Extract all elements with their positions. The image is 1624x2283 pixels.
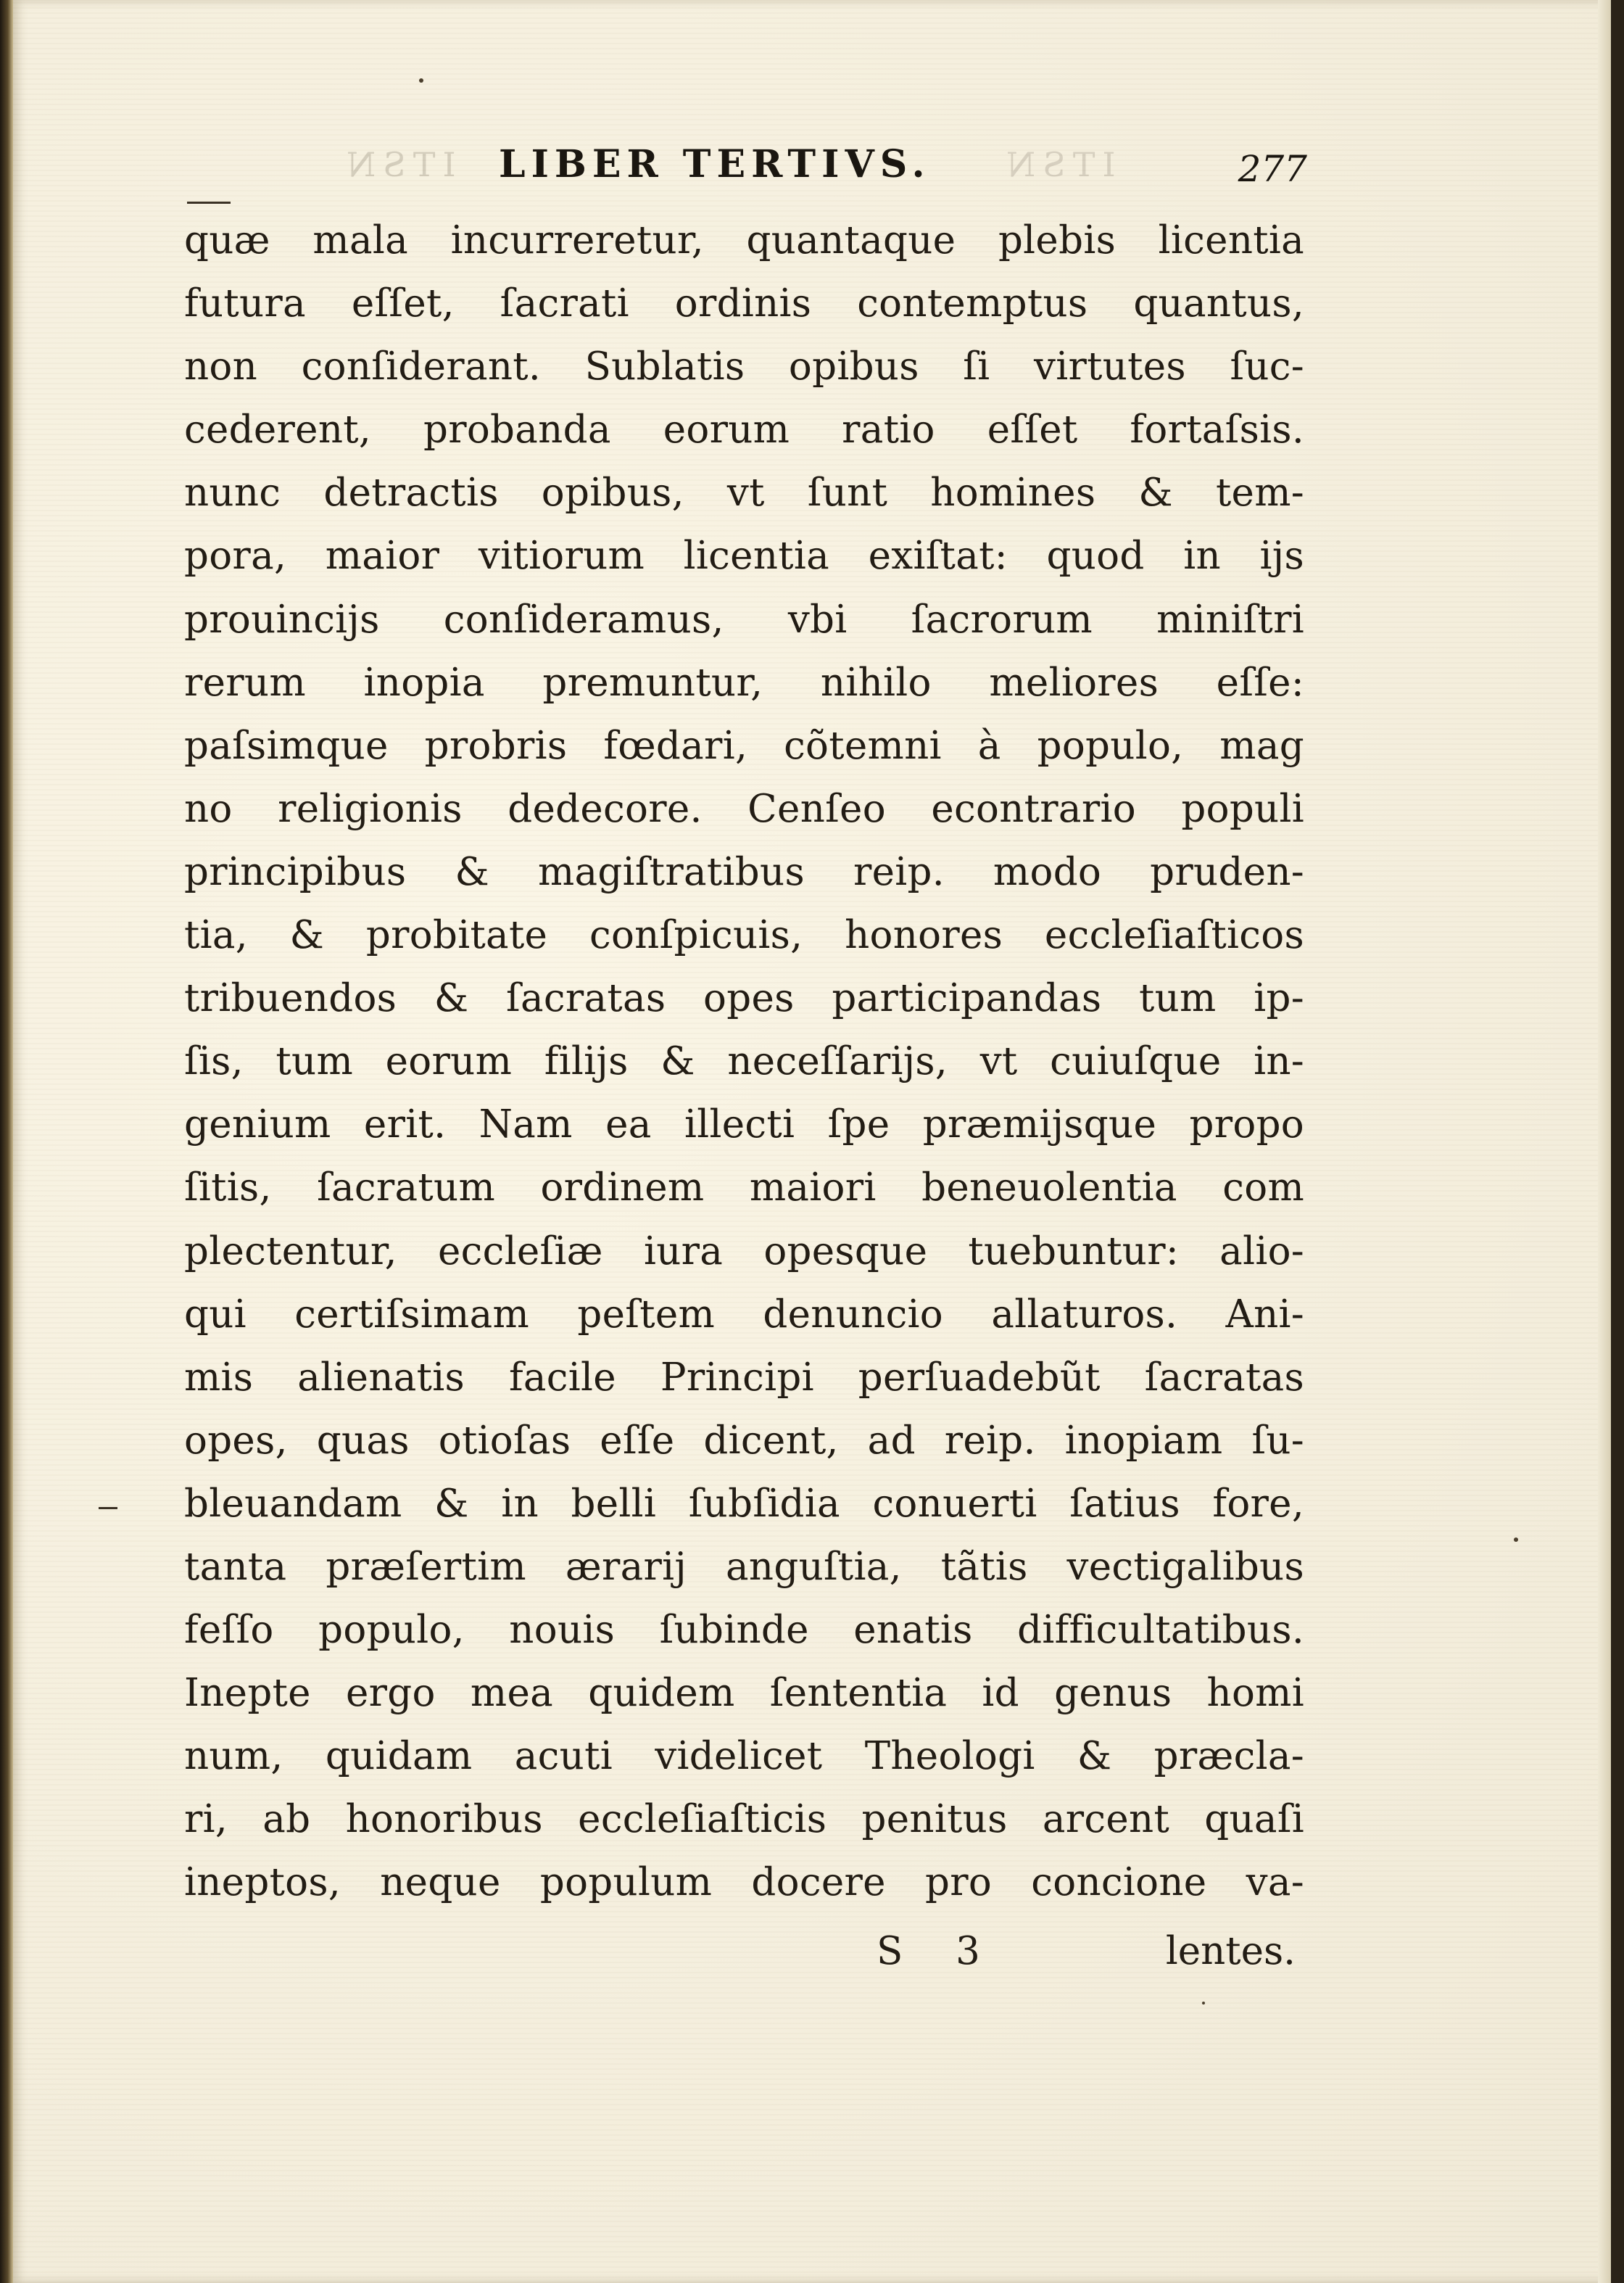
text-line: rerum inopia premuntur, nihilo meliores eſſe: — [184, 660, 1304, 705]
text-line: bleuandam & in belli ſubſidia conuerti ſatius fore, — [184, 1481, 1304, 1526]
text-line: cederent, probanda eorum ratio eſſet fortaſsis. — [184, 408, 1304, 453]
text-line: genium erit. Nam ea illecti ſpe præmijsque propo — [184, 1102, 1304, 1147]
text-line: tia, & probitate conſpicuis, honores eccleſiaſticos — [184, 913, 1304, 958]
text-line: tribuendos & ſacratas opes participandas tum ip- — [184, 976, 1304, 1021]
text-line: non conſiderant. Sublatis opibus ſi virtutes ſuc- — [184, 344, 1304, 389]
page-right-edge — [1598, 0, 1611, 2283]
text-line: no religionis dedecore. Cenſeo econtrario populi — [184, 786, 1304, 831]
paper-speck — [1514, 1537, 1518, 1542]
text-line: ſitis, ſacratum ordinem maiori beneuolentia com — [184, 1165, 1304, 1210]
catchword: lentes. — [1165, 1929, 1296, 1973]
text-line: feſſo populo, nouis ſubinde enatis difficultatibus. — [184, 1608, 1304, 1653]
text-line: pora, maior vitiorum licentia exiſtat: quod in ijs — [184, 534, 1304, 579]
text-line: num, quidam acuti videlicet Theologi & præcla- — [184, 1734, 1304, 1779]
header-ornament-rule — [187, 202, 231, 204]
text-line: qui certiſsimam peſtem denuncio allaturos. Ani- — [184, 1292, 1304, 1337]
text-line: opes, quas otioſas eſſe dicent, ad reip. inopiam ſu- — [184, 1418, 1304, 1463]
running-title: LIBER TERTIVS. — [499, 142, 931, 186]
page-number: 277 — [1238, 148, 1307, 190]
text-line: prouincijs conſideramus, vbi ſacrorum miniſtri — [184, 597, 1304, 642]
page-footer — [184, 1929, 1304, 1994]
text-line: futura eſſet, ſacrati ordinis contemptus quantus, — [184, 281, 1304, 326]
paper-speck — [1202, 2002, 1205, 2005]
book-page — [13, 0, 1611, 2283]
signature-mark: S 3 — [877, 1929, 1000, 1973]
text-line: tanta præſertim ærarij anguſtia, tãtis vectigalibus — [184, 1544, 1304, 1589]
text-line: mis alienatis facile Principi perſuadebũt ſacratas — [184, 1355, 1304, 1400]
text-line: ineptos, neque populum docere pro concione va- — [184, 1860, 1304, 1905]
show-through-text-left: ITSN — [339, 145, 456, 184]
text-line: ri, ab honoribus eccleſiaſticis penitus arcent quaſi — [184, 1797, 1304, 1842]
text-line: ſis, tum eorum filijs & neceſſarijs, vt cuiuſque in- — [184, 1039, 1304, 1084]
body-text — [184, 209, 1304, 1915]
margin-mark — [99, 1507, 117, 1509]
text-line: Inepte ergo mea quidem ſententia id genus homi — [184, 1671, 1304, 1716]
text-line: quæ mala incurreretur, quantaque plebis licentia — [184, 218, 1304, 263]
page-header — [187, 142, 1307, 193]
text-line: paſsimque probris fœdari, cõtemni à populo, mag — [184, 723, 1304, 768]
text-line: nunc detractis opibus, vt ſunt homines & tem- — [184, 471, 1304, 516]
text-line: plectentur, eccleſiæ iura opesque tuebuntur: alio- — [184, 1229, 1304, 1273]
show-through-text-right: ITSN — [999, 145, 1116, 184]
paper-speck — [419, 78, 423, 83]
book-gutter-edge — [0, 0, 13, 2283]
text-line: principibus & magiſtratibus reip. modo pruden- — [184, 849, 1304, 894]
